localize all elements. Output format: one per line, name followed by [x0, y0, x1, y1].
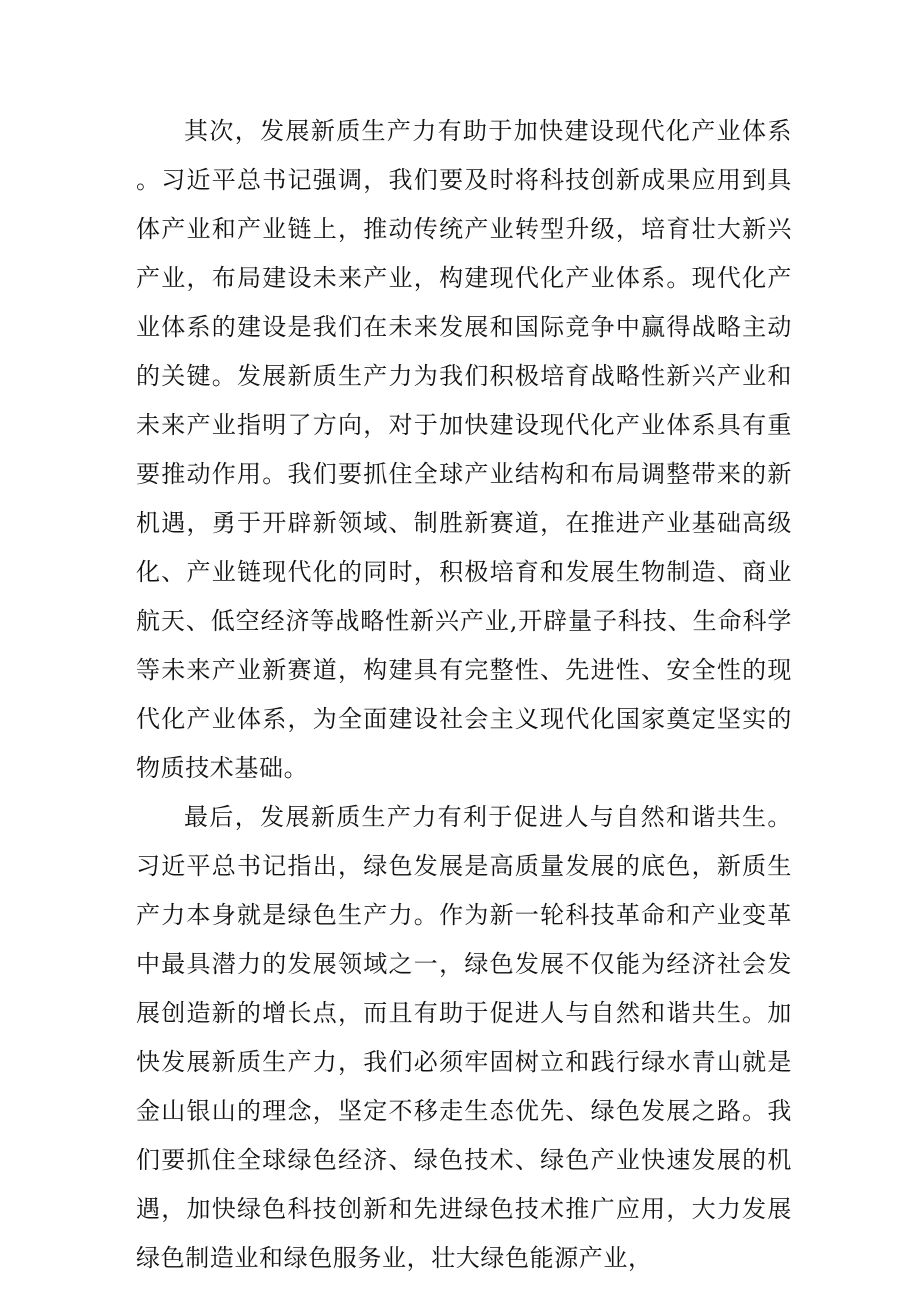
document-body	[136, 107, 792, 1283]
paragraph-industry-system: 其次，发展新质生产力有助于加快建设现代化产业体系。习近平总书记强调，我们要及时将科技创新成果应用到具体产业和产业链上，推动传统产业转型升级，培育壮大新兴产业，布局建设未来产业，构建现代化产业体系。现代化产业体系的建设是我们在未来发展和国际竞争中赢得战略主动的关键。发展新质生产力为我们积极培育战略性新兴产业和未来产业指明了方向，对于加快建设现代化产业体系具有重要推动作用。我们要抓住全球产业结构和布局调整带来的新机遇，勇于开辟新领域、制胜新赛道，在推进产业基础高级化、产业链现代化的同时，积极培育和发展生物制造、商业航天、低空经济等战略性新兴产业,开辟量子科技、生命科学等未来产业新赛道，构建具有完整性、先进性、安全性的现代化产业体系，为全面建设社会主义现代化国家奠定坚实的物质技术基础。	[136, 117, 792, 782]
paragraph-harmony-with-nature: 最后，发展新质生产力有利于促进人与自然和谐共生。习近平总书记指出，绿色发展是高质量发展的底色，新质生产力本身就是绿色生产力。作为新一轮科技革命和产业变革中最具潜力的发展领域之一，绿色发展不仅能为经济社会发展创造新的增长点，而且有助于促进人与自然和谐共生。加快发展新质生产力，我们必须牢固树立和践行绿水青山就是金山银山的理念，坚定不移走生态优先、绿色发展之路。我们要抓住全球绿色经济、绿色技术、绿色产业快速发展的机遇，加快绿色科技创新和先进绿色技术推广应用，大力发展绿色制造业和绿色服务业，壮大绿色能源产业，	[136, 803, 792, 1272]
